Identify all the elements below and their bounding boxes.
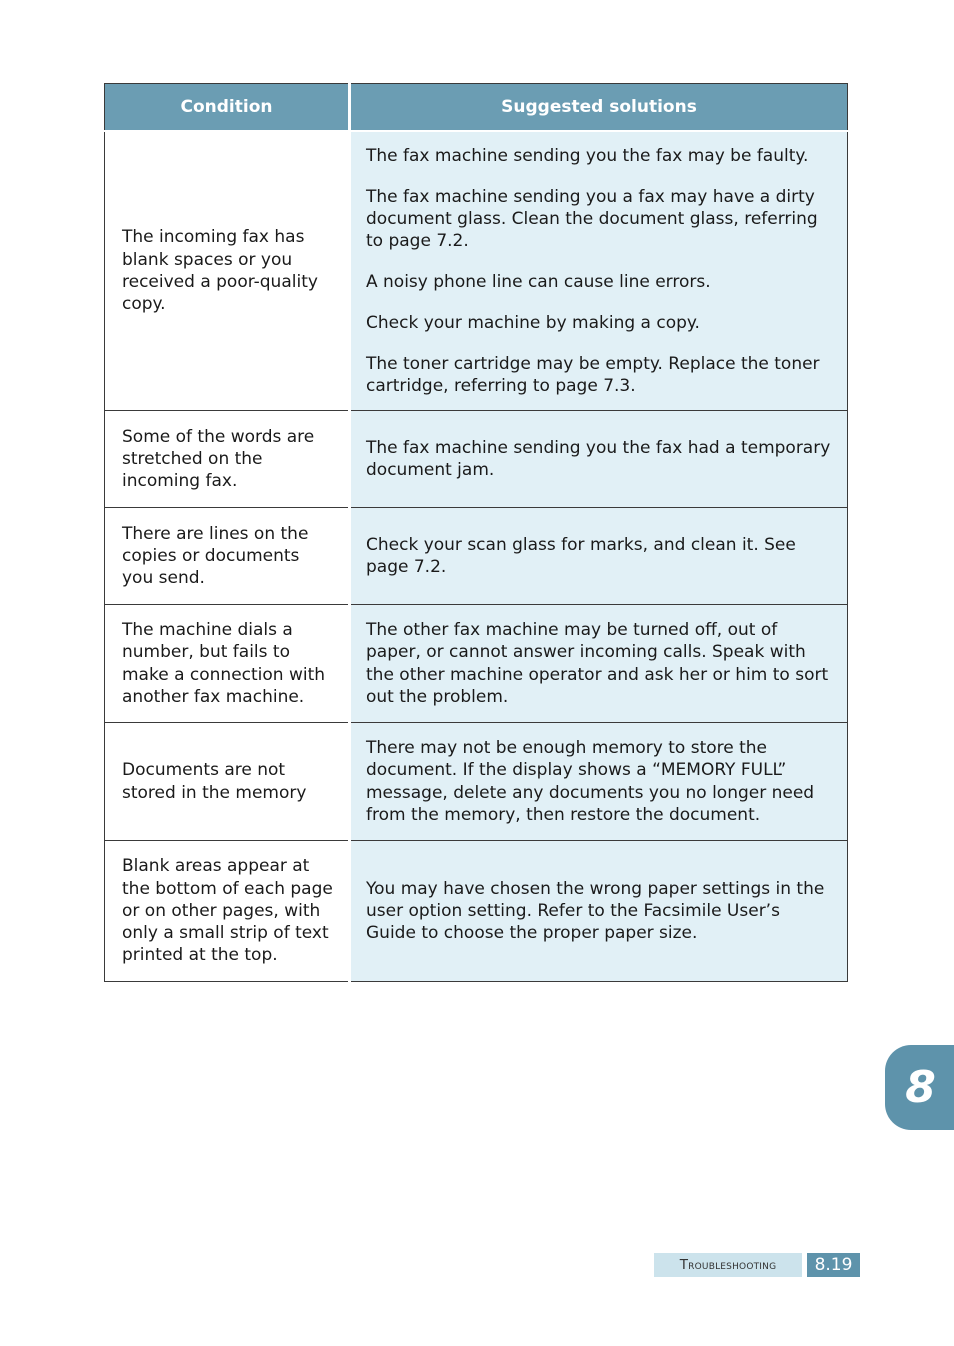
header-solutions: Suggested solutions <box>350 84 848 132</box>
table-row <box>105 508 848 605</box>
solution-text: A noisy phone line can cause line errors. <box>366 272 711 292</box>
solution-text: The other fax machine may be turned off, out of paper, or cannot answer incoming calls. Speak with the other machine operator and ask her or him to sort out the problem. <box>366 619 829 707</box>
table-row <box>105 841 848 982</box>
condition-cell: The machine dials a number, but fails to make a connection with another fax machine. <box>105 605 350 723</box>
solution-cell <box>350 131 848 411</box>
solution-text: The toner cartridge may be empty. Replace the toner cartridge, referring to page 7.3. <box>366 353 820 396</box>
solution-text: Check your scan glass for marks, and clean it. See page 7.2. <box>366 534 796 577</box>
solution-text: The fax machine sending you the fax may be faulty. <box>366 145 809 166</box>
table-row <box>105 605 848 723</box>
solution-text: Check your machine by making a copy. <box>366 312 700 333</box>
table-header-row <box>105 84 848 132</box>
condition-cell: There are lines on the copies or documents you send. <box>105 508 350 605</box>
condition-cell: Documents are not stored in the memory <box>105 723 350 841</box>
table-row <box>105 723 848 841</box>
solution-text: The fax machine sending you a fax may have a dirty document glass. Clean the document glass, referring to page 7.2. <box>366 186 818 252</box>
solution-cell <box>350 411 848 508</box>
footer-section-label: Troubleshooting <box>654 1253 802 1277</box>
footer-page-number: 8.19 <box>807 1253 860 1277</box>
solution-text: There may not be enough memory to store the document. If the display shows a “MEMORY FULL” message, delete any documents you no longer need from the memory, then restore the document. <box>366 737 815 825</box>
chapter-tab <box>885 1045 954 1130</box>
solution-cell <box>350 723 848 841</box>
solution-cell <box>350 508 848 605</box>
condition-cell: The incoming fax has blank spaces or you received a poor-quality copy. <box>105 131 350 411</box>
condition-cell: Blank areas appear at the bottom of each page or on other pages, with only a small strip of text printed at the top. <box>105 841 350 982</box>
solution-text: You may have chosen the wrong paper settings in the user option setting. Refer to the Facsimile User’s Guide to choose the proper paper size. <box>366 878 825 944</box>
table-row <box>105 411 848 508</box>
troubleshooting-table <box>104 83 848 982</box>
chapter-number: 8 <box>905 1062 936 1113</box>
header-condition: Condition <box>105 84 350 132</box>
condition-cell: Some of the words are stretched on the incoming fax. <box>105 411 350 508</box>
solution-cell <box>350 605 848 723</box>
solution-text: The fax machine sending you the fax had a temporary document jam. <box>366 437 831 480</box>
table-row <box>105 131 848 411</box>
solution-cell <box>350 841 848 982</box>
